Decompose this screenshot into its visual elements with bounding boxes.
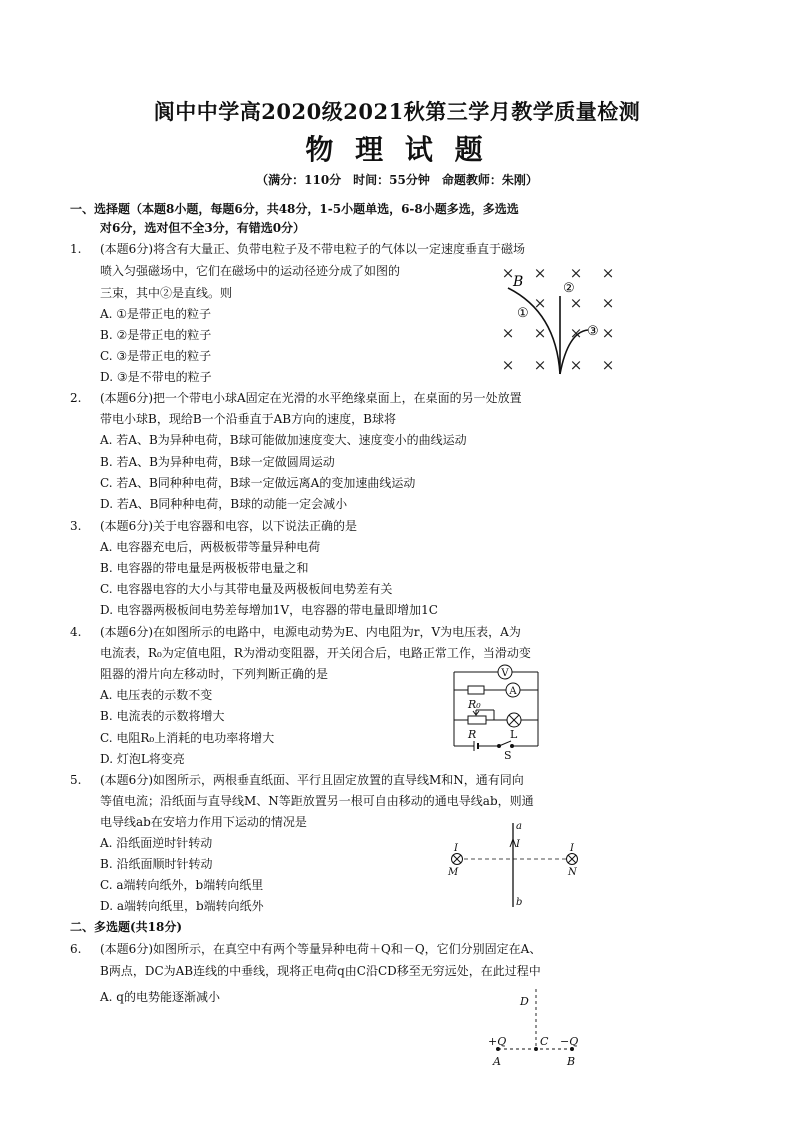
- subject-title: 物 理 试 题: [305, 133, 489, 166]
- q1-option-a: A. ①是带正电的粒子: [100, 307, 212, 321]
- svg-text:−Q: −Q: [560, 1035, 579, 1048]
- q6-stem-2: B两点，DC为AB连线的中垂线，现将正电荷q由C沿CD移至无穷远处，在此过程中: [100, 964, 541, 978]
- cross-mark: ×: [569, 264, 583, 282]
- q4-stem-2: 电流表，R₀为定值电阻，R为滑动变阻器，开关闭合后，电路正常工作，当滑动变: [100, 646, 531, 660]
- q6-option-a: A. q的电势能逐渐减小: [100, 990, 220, 1004]
- svg-text:M: M: [448, 867, 459, 878]
- q1-magnetic-field-figure: [488, 262, 628, 382]
- point-c-icon: [534, 1047, 538, 1051]
- q4-stem-1: (本题6分)在如图所示的电路中，电源电动势为E、内电阻为r，V为电压表，A为: [100, 625, 521, 639]
- svg-text:I: I: [570, 843, 574, 854]
- svg-text:D: D: [520, 995, 529, 1008]
- q2-option-c: C. 若A、B同种种电荷，B球一定做远离A的变加速曲线运动: [100, 476, 416, 490]
- q2-option-d: D. 若A、B同种种电荷，B球的动能一定会减小: [100, 497, 348, 511]
- svg-text:V: V: [501, 668, 509, 679]
- cross-mark: ×: [533, 294, 547, 312]
- q4-stem-3: 阻器的滑片向左移动时，下列判断正确的是: [100, 667, 329, 681]
- q5-option-a: A. 沿纸面逆时针转动: [100, 836, 213, 850]
- q5-number: 5.: [70, 773, 82, 787]
- q2-stem-1: (本题6分)把一个带电小球A固定在光滑的水平绝缘桌面上，在桌面的另一处放置: [100, 391, 522, 405]
- cross-mark: ×: [501, 324, 515, 342]
- svg-text:A: A: [509, 686, 517, 697]
- cross-mark: ×: [601, 264, 615, 282]
- cross-mark: ×: [501, 356, 515, 374]
- resistor-r0-icon: [468, 686, 484, 694]
- svg-text:R: R: [468, 728, 477, 741]
- track-label-1: ①: [517, 306, 529, 321]
- exam-info: （满分：110分 时间：55分钟 命题教师：朱刚）: [256, 173, 538, 187]
- q2-stem-2: 带电小球B，现给B一个沿垂直于AB方向的速度，B球将: [100, 412, 396, 426]
- rheostat-icon: [468, 716, 486, 724]
- cross-mark: ×: [533, 356, 547, 374]
- q5-option-d: D. a端转向纸里，b端转向纸外: [100, 899, 264, 913]
- section2-title: 二、多选题(共18分): [70, 920, 183, 934]
- q5-option-b: B. 沿纸面顺时针转动: [100, 857, 213, 871]
- svg-text:S: S: [504, 749, 512, 762]
- svg-text:I: I: [454, 843, 458, 854]
- section1-title: 一、选择题（本题8小题，每题6分，共48分，1-5小题单选，6-8小题多选，多选选: [70, 202, 519, 216]
- q4-option-d: D. 灯泡L将变亮: [100, 752, 185, 766]
- field-label-b: B: [513, 274, 524, 290]
- switch-icon: [499, 741, 511, 746]
- svg-text:C: C: [540, 1035, 549, 1048]
- q6-charges-figure: [484, 985, 594, 1073]
- q4-circuit-figure: [446, 658, 546, 766]
- svg-text:N: N: [568, 867, 577, 878]
- cross-mark: ×: [569, 294, 583, 312]
- q4-option-b: B. 电流表的示数将增大: [100, 709, 225, 723]
- section1-title-cont: 对6分，选对但不全3分，有错选0分）: [100, 221, 306, 235]
- svg-text:L: L: [510, 728, 518, 741]
- cross-mark: ×: [601, 294, 615, 312]
- q5-option-c: C. a端转向纸外，b端转向纸里: [100, 878, 264, 892]
- q4-option-a: A. 电压表的示数不变: [100, 688, 213, 702]
- cross-mark: ×: [501, 264, 515, 282]
- q4-number: 4.: [70, 625, 82, 639]
- q4-option-c: C. 电阻R₀上消耗的电功率将增大: [100, 731, 275, 745]
- cross-mark: ×: [601, 356, 615, 374]
- cross-mark: ×: [569, 356, 583, 374]
- svg-text:B: B: [567, 1055, 576, 1068]
- q1-option-c: C. ③是带正电的粒子: [100, 349, 212, 363]
- q1-number: 1.: [70, 242, 82, 256]
- cross-mark: ×: [601, 324, 615, 342]
- track-label-3: ③: [587, 324, 599, 339]
- q1-stem-3: 三束，其中②是直线。则: [100, 286, 233, 300]
- svg-text:I: I: [516, 839, 520, 850]
- svg-text:R₀: R₀: [468, 698, 481, 711]
- q1-option-d: D. ③是不带电的粒子: [100, 370, 212, 384]
- q3-option-b: B. 电容器的带电量是两极板带电量之和: [100, 561, 309, 575]
- q3-option-c: C. 电容器电容的大小与其带电量及两极板间电势差有关: [100, 582, 393, 596]
- svg-text:A: A: [493, 1055, 501, 1068]
- cross-mark: ×: [569, 324, 583, 342]
- q3-number: 3.: [70, 519, 82, 533]
- svg-text:a: a: [516, 821, 522, 832]
- q5-wire-figure: [440, 815, 590, 913]
- q5-stem-1: (本题6分)如图所示，两根垂直纸面、平行且固定放置的直导线M和N，通有同向: [100, 773, 524, 787]
- q3-option-d: D. 电容器两极板间电势差每增加1V，电容器的带电量即增加1C: [100, 603, 438, 617]
- cross-mark: ×: [533, 264, 547, 282]
- school-exam-title: 阆中中学高2020级2021秋第三学月教学质量检测: [153, 99, 641, 124]
- cross-mark: ×: [533, 324, 547, 342]
- q3-stem-1: (本题6分)关于电容器和电容，以下说法正确的是: [100, 519, 357, 533]
- q6-number: 6.: [70, 942, 82, 956]
- q2-option-b: B. 若A、B为异种电荷，B球一定做圆周运动: [100, 455, 335, 469]
- q2-option-a: A. 若A、B为异种电荷，B球可能做加速度变大、速度变小的曲线运动: [100, 433, 467, 447]
- q3-option-a: A. 电容器充电后，两极板带等量异种电荷: [100, 540, 321, 554]
- q2-number: 2.: [70, 391, 82, 405]
- q5-stem-3: 电导线ab在安培力作用下运动的情况是: [100, 815, 307, 829]
- q1-stem-2: 喷入匀强磁场中，它们在磁场中的运动径迹分成了如图的: [100, 264, 401, 278]
- q1-stem-1: (本题6分)将含有大量正、负带电粒子及不带电粒子的气体以一定速度垂直于磁场: [100, 242, 526, 256]
- q1-option-b: B. ②是带正电的粒子: [100, 328, 212, 342]
- q6-stem-1: (本题6分)如图所示，在真空中有两个等量异种电荷＋Q和－Q，它们分别固定在A、: [100, 942, 542, 956]
- q5-stem-2: 等值电流；沿纸面与直导线M、N等距放置另一根可自由移动的通电导线ab，则通: [100, 794, 534, 808]
- track-label-2: ②: [563, 281, 575, 296]
- svg-text:+Q: +Q: [488, 1035, 507, 1048]
- svg-text:b: b: [516, 897, 523, 908]
